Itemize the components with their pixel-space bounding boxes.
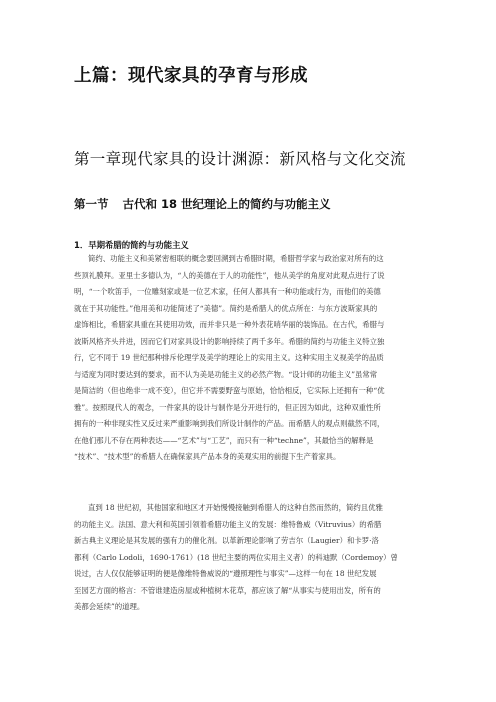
paragraph-line: 虚饰相比，希腊家具重在其使用功效，而并非只是一种外表花哨华丽的装饰品。在古代，希腊与 [74, 320, 385, 329]
paragraph-line: 新古典主义理论是其发展的强有力的催化剂。以革新理论影响了劳吉尔（Laugier）和卡罗·洛 [74, 536, 379, 545]
paragraph-2 [74, 500, 426, 616]
paragraph-line: 的功能主义。法国、意大利和英国引领着希腊功能主义的发展：维特鲁威（Vitruvius）的希腊 [74, 519, 382, 529]
paragraph-1 [74, 251, 426, 466]
section-heading [74, 196, 331, 212]
paragraph-line: 美都会延续”的道理。 [74, 602, 145, 611]
section-title: 古代和 18 世纪理论上的简约与功能主义 [122, 197, 331, 211]
subsection-title: 1．早期希腊的简约与功能主义 [74, 240, 189, 250]
paragraph-line: 说过，古人仅仅能够证明的便是像维特鲁威说的“遵照理性与事实”—这样一句在 18 世纪发展 [74, 569, 377, 578]
paragraph-line: 些顶礼膜拜。亚里士多德认为，“人的美德在于人的功能性”，他从美学的角度对此观点进行了说 [74, 270, 385, 280]
section-number: 第一节 [74, 197, 109, 211]
chapter-title: 第一章现代家具的设计渊源：新风格与文化交流 [74, 150, 406, 168]
paragraph-line: 都利（Carlo Lodoli，1690-1761）(18 世纪主要的两位实用主义者）的科迪默（Cordemoy）曾 [74, 552, 398, 562]
paragraph-line: 拥有的一种非现实性又反过来严重影响到我们所设计制作的产品。而希腊人的观点则截然不同， [74, 419, 385, 428]
paragraph-line: 雅”。按照现代人的观念，一件家具的设计与制作是分开进行的，但正因为如此，这种双重性所 [74, 402, 381, 412]
part-title: 上篇：现代家具的孕育与形成 [74, 66, 308, 86]
paragraph-line: 直到 18 世纪初，其他国家和地区才开始慢慢接触到希腊人的这种自然而然的，简约且优雅 [88, 503, 383, 512]
paragraph-line: 行，它不同于 19 世纪那种排斥伦理学及美学的理论上的实用主义。这种实用主义视美学的品质 [74, 353, 384, 362]
paragraph-line: 是简洁的（但也绝非一成不变），但它并不需要野蛮与原始，恰恰相反，它实际上还拥有一种“优 [74, 386, 385, 395]
paragraph-line: 与适度为同时要达到的要求，而不认为美是功能主义的必然产物。“设计师的功能主义”虽常常 [74, 369, 378, 379]
paragraph-line: 简约、功能主义和美紧密相联的概念要回溯到古希腊时期，希腊哲学家与政治家对所有的这 [88, 254, 384, 263]
paragraph-line: 至园艺方面的格言：不管谁建造房屋或种植树木花草，都应该了解“从事实与使用出发，所有的 [74, 585, 381, 595]
paragraph-line: 波斯风格齐头并进，因而它们对家具设计的影响持续了两千多年。希腊的简约与功能主义特立独 [74, 336, 385, 346]
paragraph-line: 明，“一个吹笛手，一位雕刻家或是一位艺术家，任何人都具有一种功能或行为，而他们的美德 [74, 287, 381, 296]
paragraph-line: 就在于其功能性。”他用美和功能简述了“美德”。简约是希腊人的优点所在：与东方波斯家具的 [74, 303, 378, 313]
paragraph-line: 在他们那儿不存在两种表达——“艺术”与“工艺”，而只有一种“techne”，其最恰当的解释是 [74, 435, 374, 445]
paragraph-line: “技术”、“技术型”的希腊人在确保家具产品本身的美观实用的前提下生产着家具。 [74, 452, 341, 461]
